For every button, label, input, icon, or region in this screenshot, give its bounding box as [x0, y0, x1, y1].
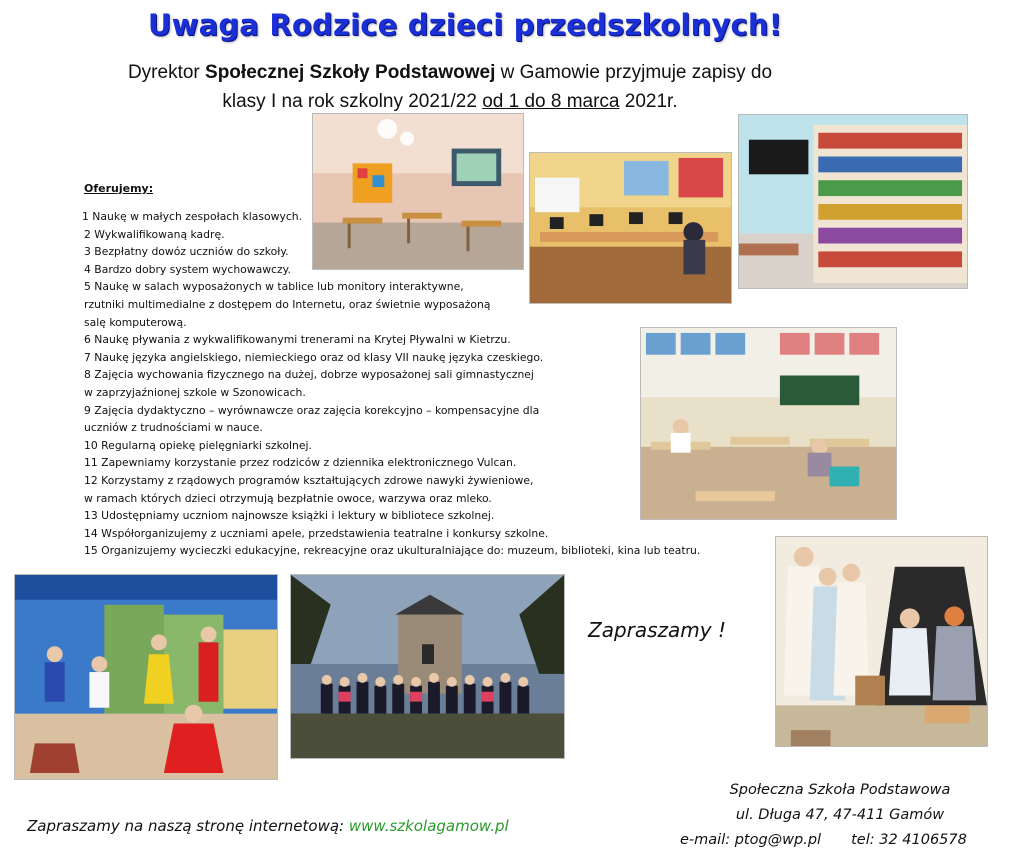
website-line: [27, 817, 509, 835]
offer-item: 3 Bezpłatny dowóz uczniów do szkoły.: [84, 245, 289, 259]
intro-dates: od 1 do 8 marca: [482, 91, 620, 112]
offer-item: 13 Udostępniamy uczniom najnowsze książki i lektury w bibliotece szkolnej.: [84, 509, 495, 523]
offer-item: 7 Naukę języka angielskiego, niemieckiego oraz od klasy VII naukę języka czeskiego.: [84, 350, 544, 364]
offer-item: 14 Współorganizujemy z uczniami apele, przedstawienia teatralne i konkursy szkolne.: [84, 526, 549, 540]
offer-item-continuation: rzutniki multimedialne z dostępem do Internetu, oraz świetnie wyposażoną: [84, 297, 491, 311]
school-email[interactable]: e-mail: ptog@wp.pl: [680, 832, 822, 848]
offer-item: 11 Zapewniamy korzystanie przez rodziców z dziennika elektronicznego Vulcan.: [84, 456, 517, 470]
offer-item: 2 Wykwalifikowaną kadrę.: [84, 227, 225, 241]
intro-suffix: 2021r.: [619, 91, 678, 112]
offer-item-continuation: uczniów z trudnościami w nauce.: [84, 421, 263, 435]
offer-item: 12 Korzystamy z rządowych programów kształtujących zdrowe nawyki żywieniowe,: [84, 473, 534, 487]
offer-item: 10 Regularną opiekę pielęgniarki szkolnej.: [84, 438, 312, 452]
school-phone: tel: 32 4106578: [851, 832, 967, 848]
photo-nativity-play: [775, 536, 988, 747]
intro-prefix: Dyrektor: [127, 62, 206, 83]
photo-school-trip: [290, 574, 565, 759]
school-contact: [660, 828, 1020, 853]
offer-item-continuation: w ramach których dzieci otrzymują bezpłatnie owoce, warzywa oraz mleko.: [84, 491, 492, 505]
offer-item: 9 Zajęcia dydaktyczno – wyrównawcze oraz zajęcia korekcyjno – kompensacyjne dla: [84, 403, 540, 417]
school-address: [660, 778, 1020, 853]
invite-text: Zapraszamy !: [588, 618, 726, 642]
intro-school-name: Społecznej Szkoły Podstawowej: [205, 62, 496, 83]
intro-line2-prefix: klasy I na rok szkolny 2021/22: [222, 91, 483, 112]
offer-item: 8 Zajęcia wychowania fizycznego na dużej, dobrze wyposażonej sali gimnastycznej: [84, 368, 534, 382]
website-prefix: Zapraszamy na naszą stronę internetową:: [27, 817, 349, 835]
offer-list: [82, 208, 782, 560]
school-name: Społeczna Szkoła Podstawowa: [729, 782, 951, 798]
offer-item-continuation: salę komputerową.: [84, 315, 187, 329]
page-title: Uwaga Rodzice dzieci przedszkolnych!: [147, 8, 783, 42]
school-street: ul. Długa 47, 47-411 Gamów: [735, 807, 945, 823]
website-link[interactable]: www.szkolagamow.pl: [348, 817, 509, 835]
offer-item: 4 Bardzo dobry system wychowawczy.: [84, 262, 291, 276]
offer-item: 6 Naukę pływania z wykwalifikowanymi trenerami na Krytej Pływalni w Kietrzu.: [84, 333, 511, 347]
offer-heading: Oferujemy:: [84, 182, 154, 195]
intro-mid: w Gamowie przyjmuje zapisy do: [495, 62, 773, 83]
offer-item: 1 Naukę w małych zespołach klasowych.: [82, 210, 303, 223]
offer-item: 5 Naukę w salach wyposażonych w tablice lub monitory interaktywne,: [84, 280, 464, 294]
offer-item: 15 Organizujemy wycieczki edukacyjne, rekreacyjne oraz ukulturalniające do: muzeum, biblioteki, kina lub teatru.: [84, 544, 701, 558]
intro-text: [60, 58, 840, 116]
photo-theatre-play: [14, 574, 278, 780]
offer-item-continuation: w zaprzyjaźnionej szkole w Szonowicach.: [84, 385, 306, 399]
